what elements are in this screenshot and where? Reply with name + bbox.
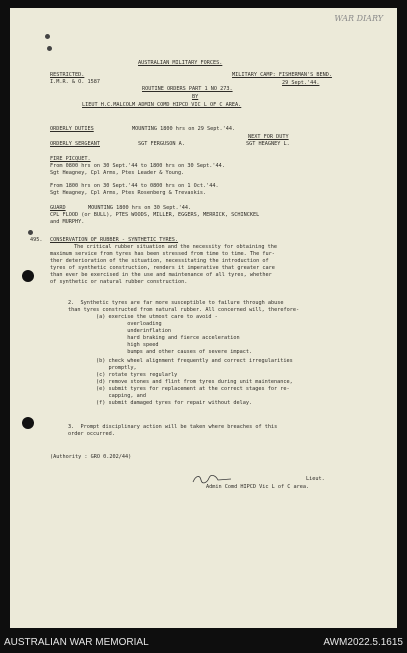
fire-picquet-line: From 0800 hrs on 30 Sept.'44 to 1800 hrs on 30 Sept.'44. [50,163,225,169]
restricted-label: RESTRICTED. [50,72,85,78]
authority-line: (Authority : GRO 0.202/44) [50,454,132,460]
orderly-sergeant-label: ORDERLY SERGEANT [50,141,100,147]
list-item: (e) submit tyres for replacement at the correct stages for re- [96,386,290,392]
fire-picquet-line: Sgt Heagney, Cpl Arms, Ptes Rosenberg & Trevaskis. [50,190,207,196]
staple-mark-icon [45,34,50,39]
fire-picquet-label: FIRE PICQUET. [50,156,91,162]
signatory-title: Admin Comd HIPCD Vic L of C area. [206,484,310,490]
order-number: 495. [30,237,43,243]
commander-line: LIEUT H.C.MALCOLM ADMIN COMD HIPCD VIC L OF C AREA. [82,102,242,108]
list-item: (a) exercise the utmost care to avoid - [96,314,218,320]
fire-picquet-line: From 1800 hrs on 30 Sept.'44 to 0800 hrs on 1 Oct.'44. [50,183,219,189]
paragraph-line: 2. Synthetic tyres are far more susceptible to failure through abuse [68,300,284,306]
guard-label: GUARD [50,205,66,211]
list-item: promptly, [96,365,137,371]
list-item: (d) remove stones and flint from tyres during unit maintenance, [96,379,293,385]
guard-line: MOUNTING 1800 hrs on 30 Sept.'44. [88,205,192,211]
document-page [10,8,397,628]
archive-name: AUSTRALIAN WAR MEMORIAL [4,637,149,648]
next-for-duty-label: NEXT FOR DUTY [248,134,289,140]
pencil-annotation: WAR DIARY [334,14,383,23]
paragraph-line: order occurred. [68,431,115,437]
punch-hole-icon [22,270,34,282]
paragraph-line: than tyres constructed from natural rubber. All concerned will, therefore- [68,307,300,313]
reference-number: I.M.R. & O. 1587 [50,79,100,85]
orderly-duties-text: MOUNTING 1800 hrs on 29 Sept.'44. [132,126,236,132]
list-item: (f) submit damaged tyres for repair without delay. [96,400,253,406]
punch-hole-icon [22,417,34,429]
paragraph-line: 3. Prompt disciplinary action will be taken where breaches of this [68,424,278,430]
guard-line: and MURPHY. [50,219,85,225]
document-heading: AUSTRALIAN MILITARY FORCES. [138,60,223,66]
paragraph-line: tyres of synthetic construction, renders it imperative that greater care [50,265,275,271]
fire-picquet-line: Sgt Heagney, Cpl Arms, Ptes Leader & Young. [50,170,185,176]
archive-id: AWM2022.5.1615 [323,637,403,648]
next-sergeant-name: SGT HEAGNEY L. [246,141,290,147]
list-item: capping, and [96,393,146,399]
staple-mark-icon [47,46,52,51]
signature-icon [192,474,232,484]
list-item: high speed [96,342,159,348]
list-item: bumps and other causes of severe impact. [96,349,253,355]
order-title: CONSERVATION OF RUBBER - SYNTHETIC TYRES. [50,237,179,243]
archive-footer [0,634,407,653]
paragraph-line: of synthetic or natural rubber construction. [50,279,188,285]
list-item: overloading [96,321,162,327]
paragraph-line: The critical rubber situation and the necessity for obtaining the [74,244,278,250]
staple-mark-icon [28,230,33,235]
list-item: (c) rotate tyres regularly [96,372,178,378]
paragraph-line: than ever be exercised in the use and maintenance of all tyres, whether [50,272,272,278]
list-item: (b) check wheel alignment frequently and correct irregularities [96,358,293,364]
orderly-sergeant-name: SGT FERGUSON A. [138,141,185,147]
paragraph-line: maximum service from tyres has been stressed from time to time. The fur- [50,251,275,257]
by-label: BY [192,94,199,100]
list-item: hard braking and fierce acceleration [96,335,240,341]
list-item: underinflation [96,328,171,334]
routine-orders-title: ROUTINE ORDERS PART 1 NO 273. [142,86,233,92]
order-date: 29 Sept.'44. [282,80,320,86]
camp-name: MILITARY CAMP: FISHERMAN'S BEND. [232,72,332,78]
paragraph-line: ther deterioration of the situation, necessitating the introduction of [50,258,269,264]
orderly-duties-label: ORDERLY DUTIES [50,126,94,132]
signatory-rank: Lieut. [306,476,325,482]
guard-line: CPL FLOOD (or BULL), PTES WOODS, MILLER, EGGERS, MERRICK, SCHINCKEL [50,212,260,218]
